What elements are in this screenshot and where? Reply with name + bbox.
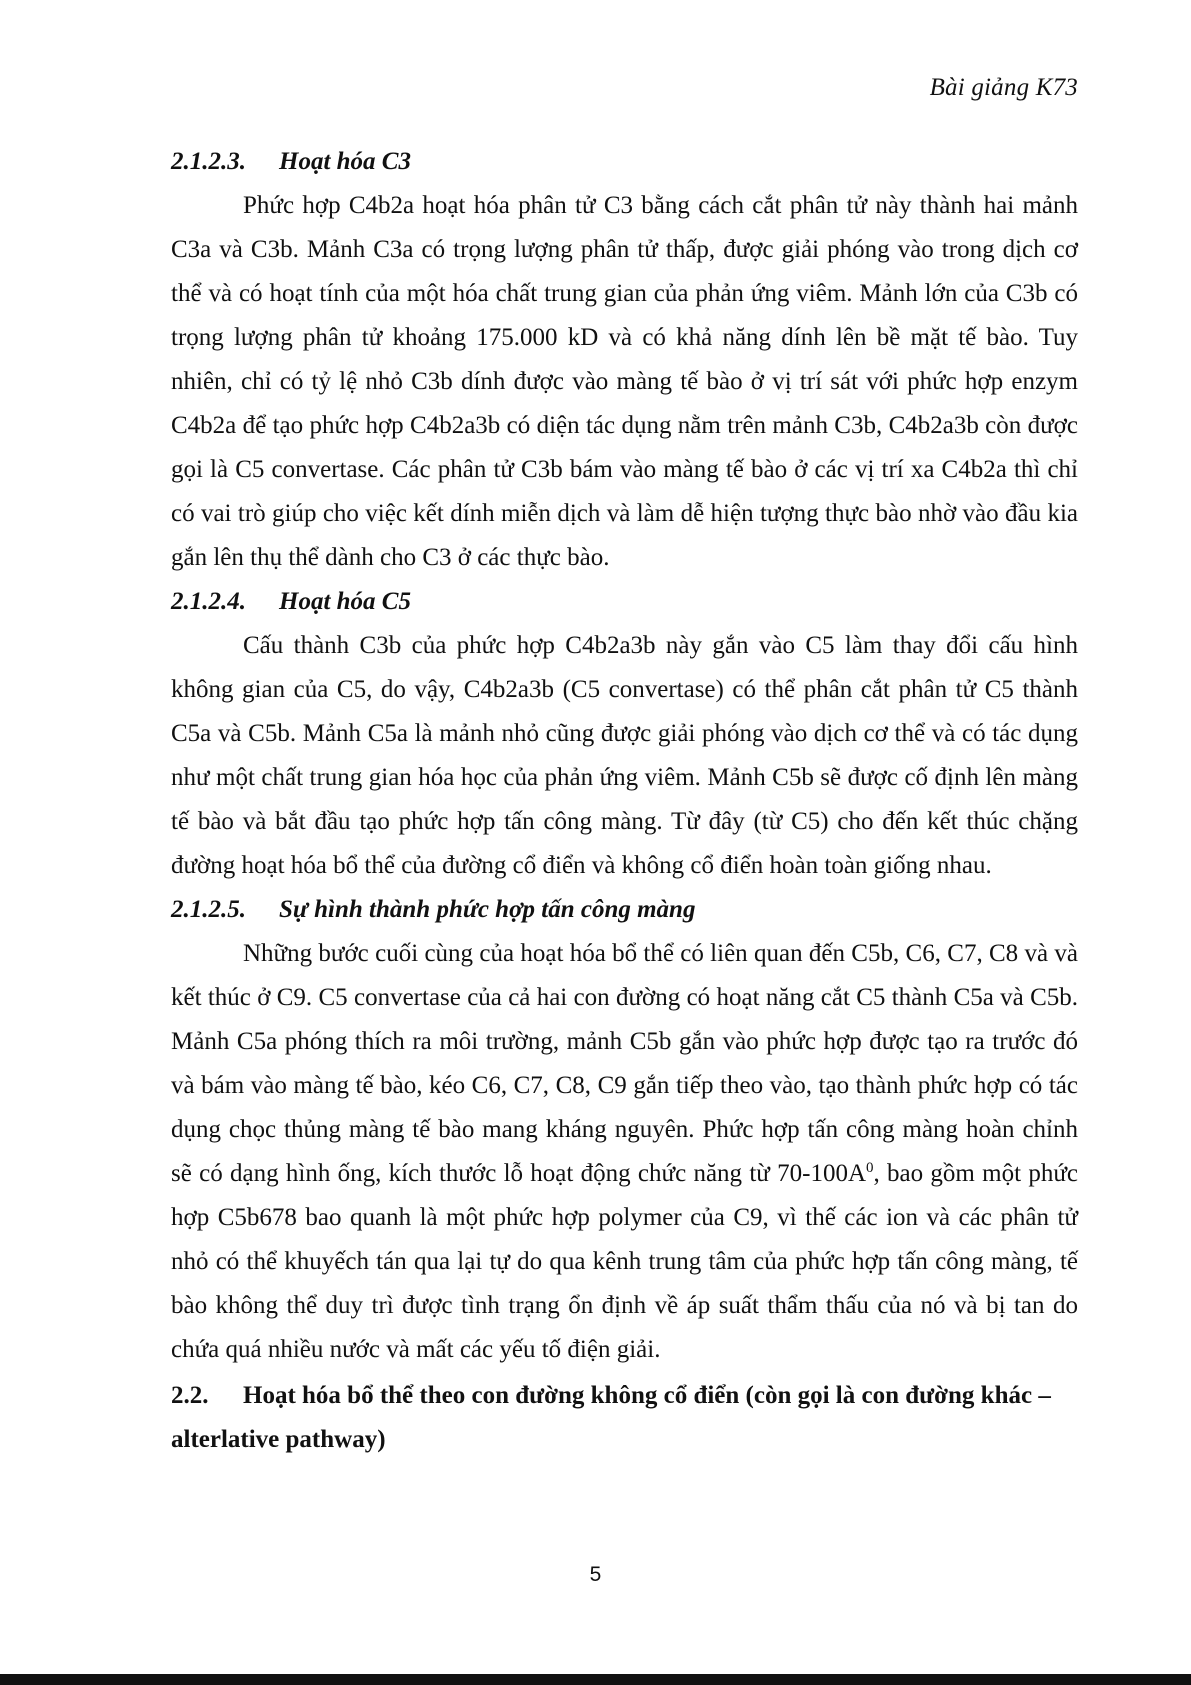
paragraph-hoat-hoa-c5: Cấu thành C3b của phức hợp C4b2a3b này gắn vào C5 làm thay đổi cấu hình không gian của C5, do vậy, C4b2a3b (C5 convertase) có thể phân cắt phân tử C5 thành C5a và C5b. Mảnh C5a là mảnh nhỏ cũng được giải phóng vào dịch cơ thể và có tác dụng như một chất trung gian hóa học của phản ứng viêm. Mảnh C5b sẽ được cố định lên màng tế bào và bắt đầu tạo phức hợp tấn công màng. Từ đây (từ C5) cho đến kết thúc chặng đường hoạt hóa bổ thể của đường cổ điển và không cổ điển hoàn toàn giống nhau. — [171, 632, 1078, 879]
paragraph-text-part-1: Những bước cuối cùng của hoạt hóa bổ thể có liên quan đến C5b, C6, C7, C8 và và kết thúc ở C9. C5 convertase của cả hai con đường có hoạt năng cắt C5 thành C5a và C5b. Mảnh C5a phóng thích ra môi trường, mảnh C5b gắn vào phức hợp được tạo ra trước đó và bám vào màng tế bào, kéo C6, C7, C8, C9 gắn tiếp theo vào, tạo thành phức hợp có tác dụng chọc thủng màng tế bào mang kháng nguyên. Phức hợp tấn công màng hoàn chỉnh sẽ có dạng hình ống, kích thước lỗ hoạt động chức năng từ 70-100A — [171, 940, 1078, 1187]
section-title: Hoạt hóa C5 — [279, 588, 411, 615]
section-heading-2-1-2-5 — [171, 888, 1078, 932]
section-title: Hoạt hóa bổ thể theo con đường không cổ điển (còn gọi là con đường khác – alterlative pathway) — [171, 1382, 1051, 1453]
section-heading-2-1-2-4 — [171, 580, 1078, 624]
paragraph-text-part-2: , bao gồm một phức hợp C5b678 bao quanh là một phức hợp polymer của C9, vì thế các ion và các phân tử nhỏ có thể khuyếch tán qua lại tự do qua kênh trung tâm của phức hợp tấn công màng, tế bào không thể duy trì được tình trạng ổn định về áp suất thẩm thấu của nó và bị tan do chứa quá nhiều nước và mất các yếu tố điện giải. — [171, 1160, 1078, 1363]
paragraph-hoat-hoa-c3: Phức hợp C4b2a hoạt hóa phân tử C3 bằng cách cắt phân tử này thành hai mảnh C3a và C3b. Mảnh C3a có trọng lượng phân tử thấp, được giải phóng vào trong dịch cơ thể và có hoạt tính của một hóa chất trung gian của phản ứng viêm. Mảnh lớn của C3b có trọng lượng phân tử khoảng 175.000 kD và có khả năng dính lên bề mặt tế bào. Tuy nhiên, chỉ có tỷ lệ nhỏ C3b dính được vào màng tế bào ở vị trí sát với phức hợp enzym C4b2a để tạo phức hợp C4b2a3b có diện tác dụng nằm trên mảnh C3b, C4b2a3b còn được gọi là C5 convertase. Các phân tử C3b bám vào màng tế bào ở các vị trí xa C4b2a thì chỉ có vai trò giúp cho việc kết dính miễn dịch và làm dễ hiện tượng thực bào nhờ vào đầu kia gắn lên thụ thể dành cho C3 ở các thực bào. — [171, 192, 1078, 571]
section-number: 2.1.2.5. — [171, 896, 246, 923]
section-number: 2.2. — [171, 1382, 209, 1409]
section-heading-2-2 — [171, 1374, 1078, 1462]
section-title: Hoạt hóa C3 — [279, 148, 411, 175]
section-number: 2.1.2.4. — [171, 588, 246, 615]
page-number: 5 — [589, 1563, 602, 1586]
bottom-border — [0, 1674, 1191, 1685]
page-body — [171, 140, 1078, 1462]
section-number: 2.1.2.3. — [171, 148, 246, 175]
paragraph-phuc-hop-tan-cong-mang — [171, 932, 1078, 1372]
section-title: Sự hình thành phức hợp tấn công màng — [279, 896, 696, 923]
superscript-degree: 0 — [866, 1160, 874, 1176]
running-header: Bài giảng K73 — [929, 74, 1078, 101]
section-heading-2-1-2-3 — [171, 140, 1078, 184]
